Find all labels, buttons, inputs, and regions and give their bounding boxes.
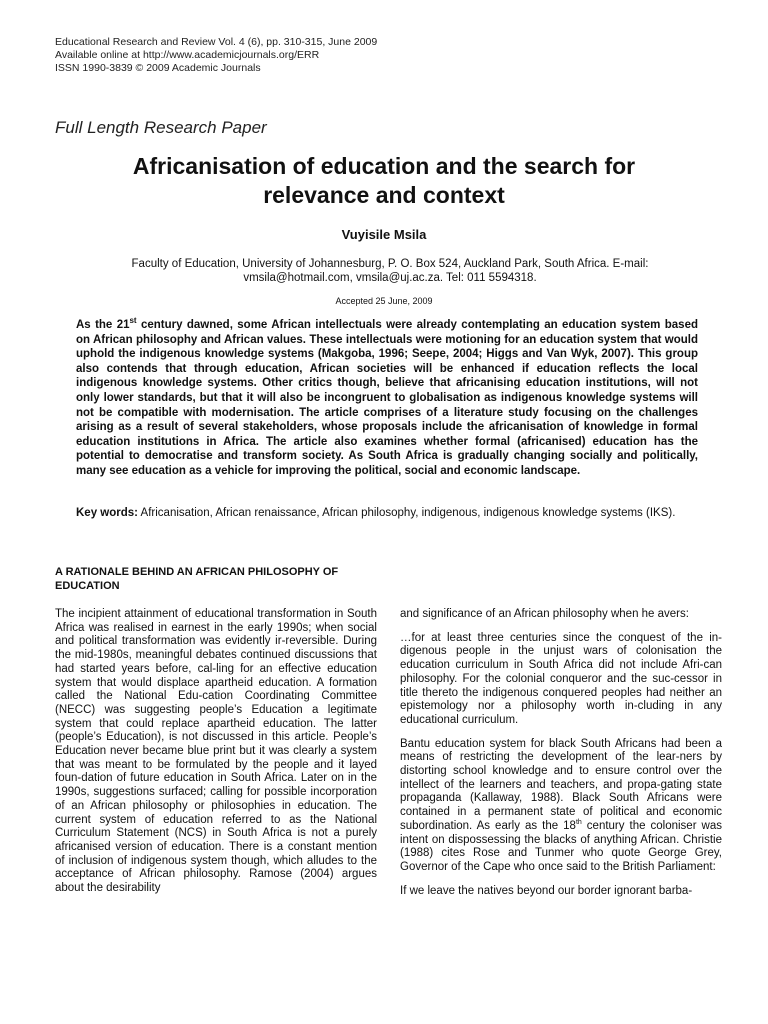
title-line-2: relevance and context bbox=[263, 182, 505, 208]
quote-start: If we leave the natives beyond our border ignorant barba- bbox=[400, 884, 693, 897]
right-paragraph-3-superscript: th bbox=[575, 819, 582, 827]
paper-type: Full Length Research Paper bbox=[55, 118, 267, 137]
article-title bbox=[60, 152, 708, 210]
keywords bbox=[76, 506, 698, 521]
title-line-1: Africanisation of education and the search for bbox=[132, 153, 636, 179]
keywords-label: Key words: bbox=[76, 507, 138, 519]
right-paragraph-3-rest: century the coloniser was intent on dispossessing the blacks of anything African. Christie (1988) cites Rose and Tunmer who quote George Grey, Governor of the Cape who once said to the British Parliament: bbox=[400, 819, 722, 873]
abstract-superscript: st bbox=[129, 316, 137, 326]
affiliation-line-1: Faculty of Education, University of Johannesburg, P. O. Box 524, Auckland Park, South Africa. E-mail: bbox=[131, 258, 649, 270]
keywords-text: Africanisation, African renaissance, African philosophy, indigenous, indigenous knowledge systems (IKS). bbox=[138, 507, 676, 519]
right-paragraph-1: and significance of an African philosophy when he avers: bbox=[400, 608, 689, 620]
author-name: Vuyisile Msila bbox=[341, 227, 427, 242]
block-quote: …for at least three centuries since the conquest of the in-digenous people in the unjust wars of colonisation the education curriculum in South Africa did not include Afri-can philosophy. For the colonial conqueror and the suc-cessor in title thereto the indigenous conquered peoples had neither an epistemology nor a philosophy worth in-cluding in any educational curriculum. bbox=[400, 631, 722, 726]
left-column bbox=[55, 608, 377, 906]
journal-info bbox=[55, 36, 475, 75]
abstract-lead: As the 21 bbox=[76, 319, 130, 331]
abstract bbox=[76, 318, 698, 479]
right-paragraph-3 bbox=[400, 738, 722, 875]
journal-citation: Educational Research and Review Vol. 4 (6), pp. 310-315, June 2009 bbox=[55, 36, 378, 48]
journal-url: Available online at http://www.academicjournals.org/ERR bbox=[55, 49, 320, 61]
abstract-body: century dawned, some African intellectuals were already contemplating an education system based on African philosophy and African values. These intellectuals were motioning for an education system that would uphold the indigenous knowledge systems (Makgoba, 1996; Seepe, 2004; Higgs and Van Wyk, 2007). This group also contends that through education, African societies will be enhanced if education reflects the local indigenous knowledge systems. Other critics though, believe that africanising education institutions, will not only lower standards, but that it will also be incongruent to globalisation as indigenous knowledge systems will not be compatible with modernisation. The article comprises of a literature study focusing on the challenges arising as a result of several stakeholders, whose proposals include the africanisation of knowledge in formal education institutions in Africa. The article also examines whether formal (africanised) education has the potential to democratise and transform society. As South Africa is gradually changing socially and politically, many see education as a vehicle for improving the political, social and economic landscape. bbox=[76, 319, 698, 477]
right-paragraph-3-lead: Bantu education system for black South Africans had been a means of restricting the development of the lear-ners by distorting school knowledge and to ensure control over the intellect of the learners and teachers, and propa-gating state propaganda (Kallaway, 1988). Black South Africans were contained in a permanent state of political and economic subordination. As early as the 18 bbox=[400, 737, 722, 832]
left-paragraph-1: The incipient attainment of educational transformation in South Africa was realised in earnest in the early 1990s; when social and political transformation was evidently ir-reversible. During the mid-1980s, meaningful debates continued discussions that had started years before, cal-ling for an effective education system that would displace apartheid education. A formation called the National Edu-cation Coordinating Committee (NECC) was suggesting people’s Education a legitimate system that could replace apartheid education. The latter (people’s Education), is not discussed in this article. People’s Education never became blue print but it was clearly a system that was meant to be formulated by the people and it layed foun-dation of future education in South Africa. Later on in the 1990s, suggestions surfaced; calling for possible incorporation of an African philosophy or philosophies in education. The current system of education referred to as the National Curriculum Statement (NCS) in South Africa is not a purely africanised version of education. There is a constant mention of inclusion of indigenous system though, which alludes to the acceptance of African philosophy. Ramose (2004) argues about the desirability bbox=[55, 608, 377, 895]
journal-issn: ISSN 1990-3839 © 2009 Academic Journals bbox=[55, 62, 261, 74]
section-heading: A RATIONALE BEHIND AN AFRICAN PHILOSOPHY OF EDUCATION bbox=[55, 566, 339, 592]
affiliation-line-2: vmsila@hotmail.com, vmsila@uj.ac.za. Tel: 011 5594318. bbox=[243, 272, 537, 284]
accepted-date: Accepted 25 June, 2009 bbox=[335, 296, 433, 306]
author-affiliation bbox=[90, 257, 690, 285]
right-column bbox=[400, 608, 722, 908]
